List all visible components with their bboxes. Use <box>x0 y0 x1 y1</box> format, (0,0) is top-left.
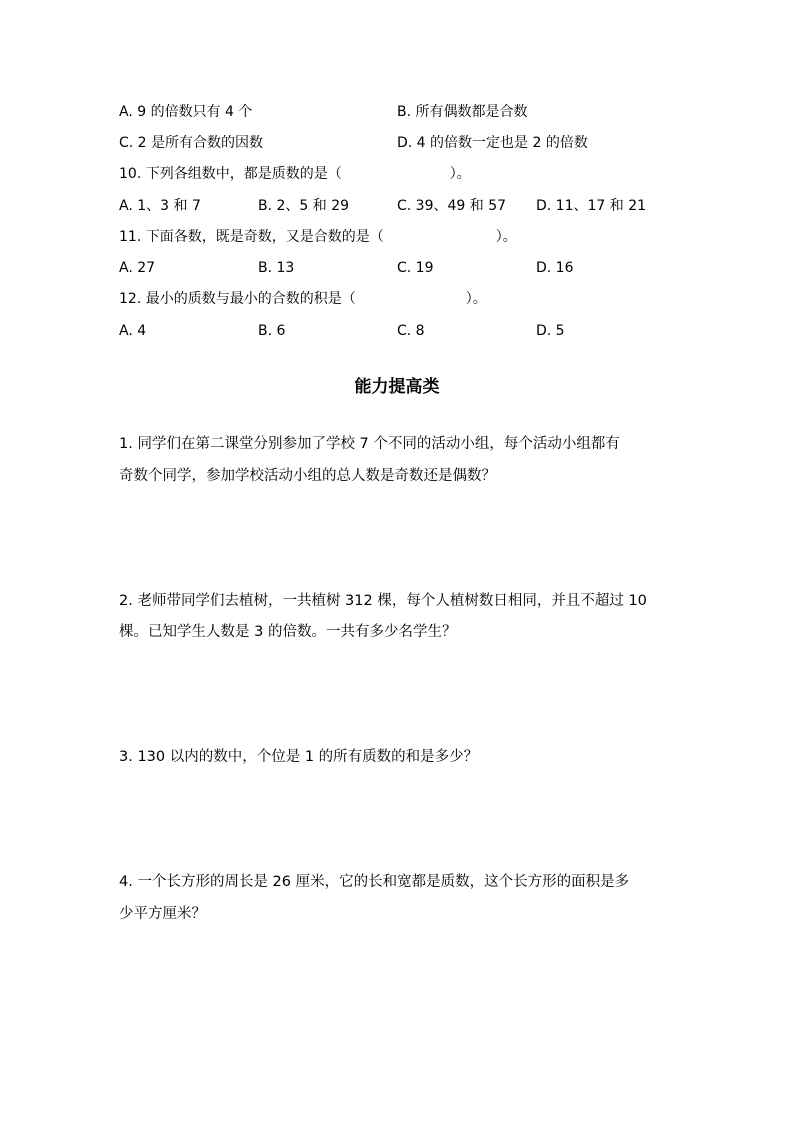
q10-option-c: C. 39、49 和 57 <box>397 198 507 214</box>
q10-stem-text: 10. 下列各组数中，都是质数的是（ <box>119 166 342 182</box>
problem-1-line-2: 奇数个同学，参加学校活动小组的总人数是奇数还是偶数？ <box>119 468 496 484</box>
problem-3-line-1: 3. 130 以内的数中，个位是 1 的所有质数的和是多少？ <box>119 749 479 765</box>
q9-option-b: B. 所有偶数都是合数 <box>397 104 528 120</box>
q10-option-d: D. 11、17 和 21 <box>536 198 647 214</box>
q10-option-b: B. 2、5 和 29 <box>258 198 350 214</box>
q9-option-c: C. 2 是所有合数的因数 <box>119 135 264 151</box>
q11-stem-text: 11. 下面各数，既是奇数，又是合数的是（ <box>119 229 384 245</box>
q10-stem-end: ）。 <box>449 166 471 182</box>
q11-stem <box>119 227 517 247</box>
problem-2-line-1: 2. 老师带同学们去植树，一共植树 312 棵，每个人植树数日相同，并且不超过 10 <box>119 593 647 609</box>
problem-1-line-1: 1. 同学们在第二课堂分别参加了学校 7 个不同的活动小组，每个活动小组都有 <box>119 436 620 452</box>
q12-option-d: D. 5 <box>536 323 565 339</box>
q11-option-a: A. 27 <box>119 260 156 276</box>
problem-4-line-2: 少平方厘米？ <box>119 906 206 922</box>
q12-option-a: A. 4 <box>119 323 147 339</box>
q12-stem-end: ）。 <box>465 291 487 307</box>
q12-option-c: C. 8 <box>397 323 425 339</box>
q11-stem-end: ）。 <box>495 229 517 245</box>
q10-option-a: A. 1、3 和 7 <box>119 198 201 214</box>
q11-option-d: D. 16 <box>536 260 574 276</box>
problem-2-line-2: 棵。已知学生人数是 3 的倍数。一共有多少名学生？ <box>119 624 457 640</box>
problem-4-line-1: 4. 一个长方形的周长是 26 厘米，它的长和宽都是质数，这个长方形的面积是多 <box>119 874 630 890</box>
q12-stem <box>119 289 487 309</box>
q10-stem <box>119 164 471 184</box>
q9-option-d: D. 4 的倍数一定也是 2 的倍数 <box>397 135 588 151</box>
q11-option-b: B. 13 <box>258 260 295 276</box>
section-title: 能力提高类 <box>354 377 440 397</box>
q12-stem-text: 12. 最小的质数与最小的合数的积是（ <box>119 291 356 307</box>
q9-option-a: A. 9 的倍数只有 4 个 <box>119 104 253 120</box>
q12-option-b: B. 6 <box>258 323 286 339</box>
q11-option-c: C. 19 <box>397 260 434 276</box>
